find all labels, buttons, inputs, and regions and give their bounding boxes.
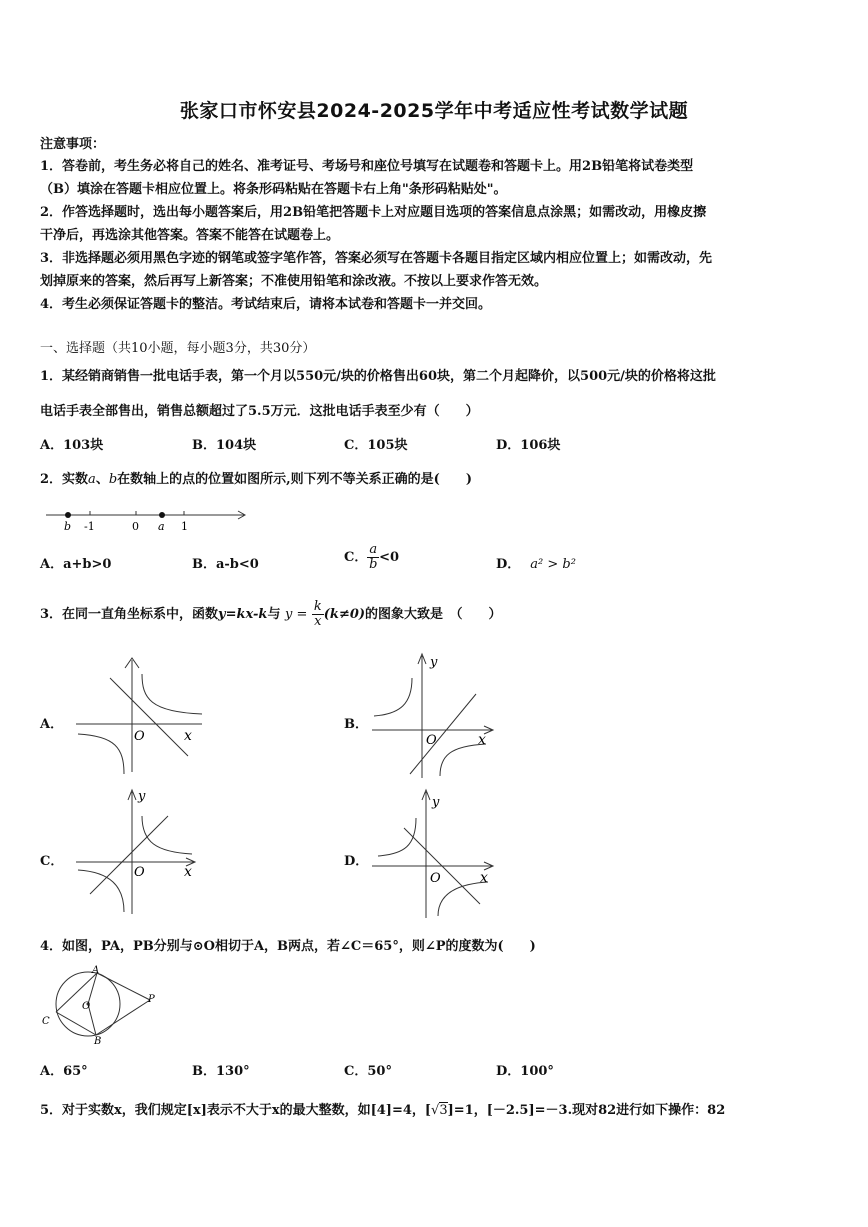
q1-option-c: C．105块 bbox=[344, 438, 408, 453]
point-b bbox=[65, 512, 71, 518]
q2-option-a: A．a+b>0 bbox=[40, 557, 112, 572]
hyperbola-branch bbox=[78, 870, 124, 912]
svg-text:x: x bbox=[478, 732, 486, 748]
page-title: 张家口市怀安县2024-2025学年中考适应性考试数学试题 bbox=[179, 100, 689, 122]
line-graph bbox=[90, 816, 168, 894]
q3-option-c-label: C． bbox=[40, 854, 64, 869]
graph-a bbox=[70, 652, 215, 780]
graph-d bbox=[368, 786, 498, 922]
svg-text:O: O bbox=[134, 865, 145, 880]
svg-text:x: x bbox=[184, 864, 192, 880]
q1-option-a: A．103块 bbox=[40, 438, 104, 453]
notice-line: （B）填涂在答题卡相应位置上。将条形码粘贴在答题卡右上角"条形码粘贴处"。 bbox=[40, 182, 507, 197]
q4-option-c: C．50° bbox=[344, 1064, 392, 1079]
svg-text:O: O bbox=[426, 733, 437, 748]
q4-option-b: B．130° bbox=[192, 1064, 250, 1079]
line-graph bbox=[110, 678, 188, 756]
label-a: A bbox=[92, 965, 100, 976]
hyperbola-branch bbox=[440, 744, 486, 776]
label-b: B bbox=[94, 1036, 102, 1046]
label-b: b bbox=[64, 520, 72, 533]
notice-line: 划掉原来的答案，然后再写上新答案；不准使用铅笔和涂改液。不按以上要求作答无效。 bbox=[40, 274, 548, 289]
q4-option-a: A．65° bbox=[40, 1064, 88, 1079]
tangent-pb bbox=[96, 1000, 150, 1035]
hyperbola-branch bbox=[374, 678, 412, 716]
notice-line: 3．非选择题必须用黑色字迹的钢笔或签字笔作答，答案必须写在答题卡各题目指定区域内相应位置上；如需改动，先 bbox=[40, 251, 713, 266]
question-1-line-2: 电话手表全部售出，销售总额超过了5.5万元．这批电话手表至少有（ ） bbox=[40, 404, 479, 419]
label-0: 0 bbox=[132, 520, 139, 533]
question-4-text: 4．如图，PA，PB分别与⊙O相切于A，B两点，若∠C＝65°，则∠P的度数为( ) bbox=[40, 939, 536, 954]
hyperbola-branch bbox=[142, 674, 202, 714]
svg-text:y: y bbox=[430, 655, 438, 670]
q2-option-d: D． a² > b² bbox=[496, 557, 576, 572]
svg-text:O: O bbox=[430, 871, 441, 886]
question-5-text: 5．对于实数x，我们规定[x]表示不大于x的最大整数，如[4]=4，[√3]=1，[－2.5]=－3.现对82进行如下操作：82 bbox=[40, 1103, 726, 1118]
notice-line: 4．考生必须保证答题卡的整洁。考试结束后，请将本试卷和答题卡一并交回。 bbox=[40, 297, 492, 312]
q4-option-d: D．100° bbox=[496, 1064, 554, 1079]
notice-line: 干净后，再选涂其他答案。答案不能答在试题卷上。 bbox=[40, 228, 340, 243]
label-minus-1: -1 bbox=[84, 520, 95, 533]
notice-heading: 注意事项： bbox=[40, 137, 106, 152]
label-p: P bbox=[148, 994, 155, 1005]
q2-option-b: B．a-b<0 bbox=[192, 557, 259, 572]
hyperbola-branch bbox=[378, 818, 416, 856]
svg-text:x: x bbox=[184, 728, 192, 744]
label-o: O bbox=[82, 1001, 91, 1012]
graph-c bbox=[70, 786, 215, 918]
question-1-line-1: 1．某经销商销售一批电话手表，第一个月以550元/块的价格售出60块，第二个月起降价，以500元/块的价格将这批 bbox=[40, 369, 716, 384]
label-c: C bbox=[42, 1016, 50, 1027]
tangent-pa bbox=[97, 973, 150, 1000]
q3-option-b-label: B． bbox=[344, 717, 368, 732]
notice-line: 2．作答选择题时，选出每小题答案后，用2B铅笔把答题卡上对应题目选项的答案信息点涂黑；如需改动，用橡皮擦 bbox=[40, 205, 707, 220]
q1-option-d: D．106块 bbox=[496, 438, 561, 453]
graph-b bbox=[368, 650, 498, 782]
svg-text:O: O bbox=[134, 729, 145, 744]
circle-tangent-figure bbox=[40, 964, 170, 1046]
section-heading: 一、选择题（共10小题，每小题3分，共30分） bbox=[40, 341, 316, 356]
q1-option-b: B．104块 bbox=[192, 438, 257, 453]
notice-line: 1．答卷前，考生务必将自己的姓名、准考证号、考场号和座位号填写在试题卷和答题卡上。用2B铅笔将试卷类型 bbox=[40, 159, 694, 174]
number-line-figure bbox=[44, 505, 254, 537]
svg-text:y: y bbox=[432, 795, 440, 810]
q3-option-d-label: D． bbox=[344, 854, 369, 869]
point-a bbox=[159, 512, 165, 518]
hyperbola-branch bbox=[78, 734, 124, 774]
question-3-text: 3．在同一直角坐标系中，函数y=kx-k与 y = $\frac{k}{x}$ (k≠0)的图象大致是 （ ） bbox=[40, 599, 502, 629]
label-1: 1 bbox=[181, 520, 188, 533]
question-2-text: 2．实数a、b在数轴上的点的位置如图所示,则下列不等关系正确的是( ) bbox=[40, 472, 472, 487]
q2-option-c: C． $\frac{a}{b}$ <0 bbox=[344, 542, 400, 572]
svg-text:x: x bbox=[480, 870, 488, 886]
svg-text:y: y bbox=[138, 789, 146, 804]
label-a: a bbox=[158, 520, 165, 533]
q3-option-a-label: A． bbox=[40, 717, 64, 732]
